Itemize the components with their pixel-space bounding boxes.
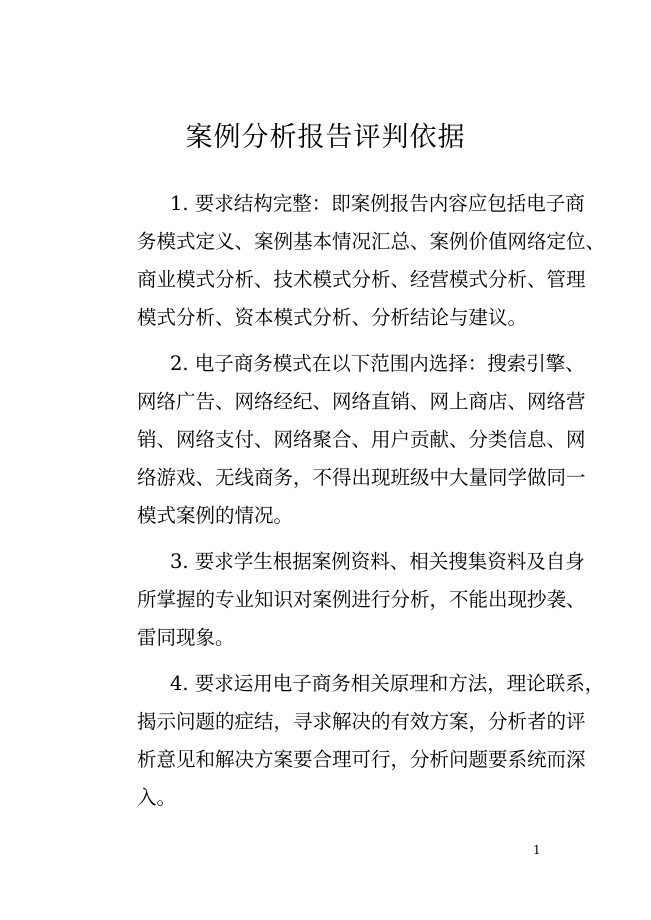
paragraph-line: 1. 要求结构完整：即案例报告内容应包括电子商	[170, 192, 585, 215]
paragraph-line: 商业模式分析、技术模式分析、经营模式分析、管理	[137, 268, 586, 291]
paragraph-line: 所掌握的专业知识对案例进行分析，不能出现抄袭、	[137, 588, 586, 611]
paragraph-line: 析意见和解决方案要合理可行，分析问题要系统而深	[137, 748, 586, 771]
page-number: 1	[533, 843, 541, 857]
document-body	[137, 185, 606, 817]
paragraph-line: 络游戏、无线商务，不得出现班级中大量同学做同一	[137, 466, 586, 489]
paragraph-gap	[137, 657, 545, 665]
document-title: 案例分析报告评判依据	[185, 122, 466, 153]
paragraph-line: 入。	[137, 786, 177, 809]
paragraph-4	[137, 665, 605, 817]
paragraph-2	[137, 345, 586, 535]
paragraph-1	[137, 185, 606, 337]
paragraph-line: 模式分析、资本模式分析、分析结论与建议。	[137, 306, 528, 329]
paragraph-3	[137, 543, 586, 657]
paragraph-line: 销、网络支付、网络聚合、用户贡献、分类信息、网	[137, 428, 586, 451]
paragraph-line: 4. 要求运用电子商务相关原理和方法，理论联系，	[170, 672, 605, 695]
paragraph-gap	[137, 337, 545, 345]
paragraph-line: 2. 电子商务模式在以下范围内选择：搜索引擎、	[170, 352, 585, 375]
paragraph-line: 务模式定义、案例基本情况汇总、案例价值网络定位、	[137, 230, 606, 253]
paragraph-gap	[137, 535, 545, 543]
paragraph-line: 3. 要求学生根据案例资料、相关搜集资料及自身	[170, 550, 585, 573]
paragraph-line: 雷同现象。	[137, 626, 235, 649]
paragraph-line: 模式案例的情况。	[137, 504, 294, 527]
paragraph-line: 网络广告、网络经纪、网络直销、网上商店、网络营	[137, 390, 586, 413]
paragraph-line: 揭示问题的症结，寻求解决的有效方案，分析者的评	[137, 710, 586, 733]
